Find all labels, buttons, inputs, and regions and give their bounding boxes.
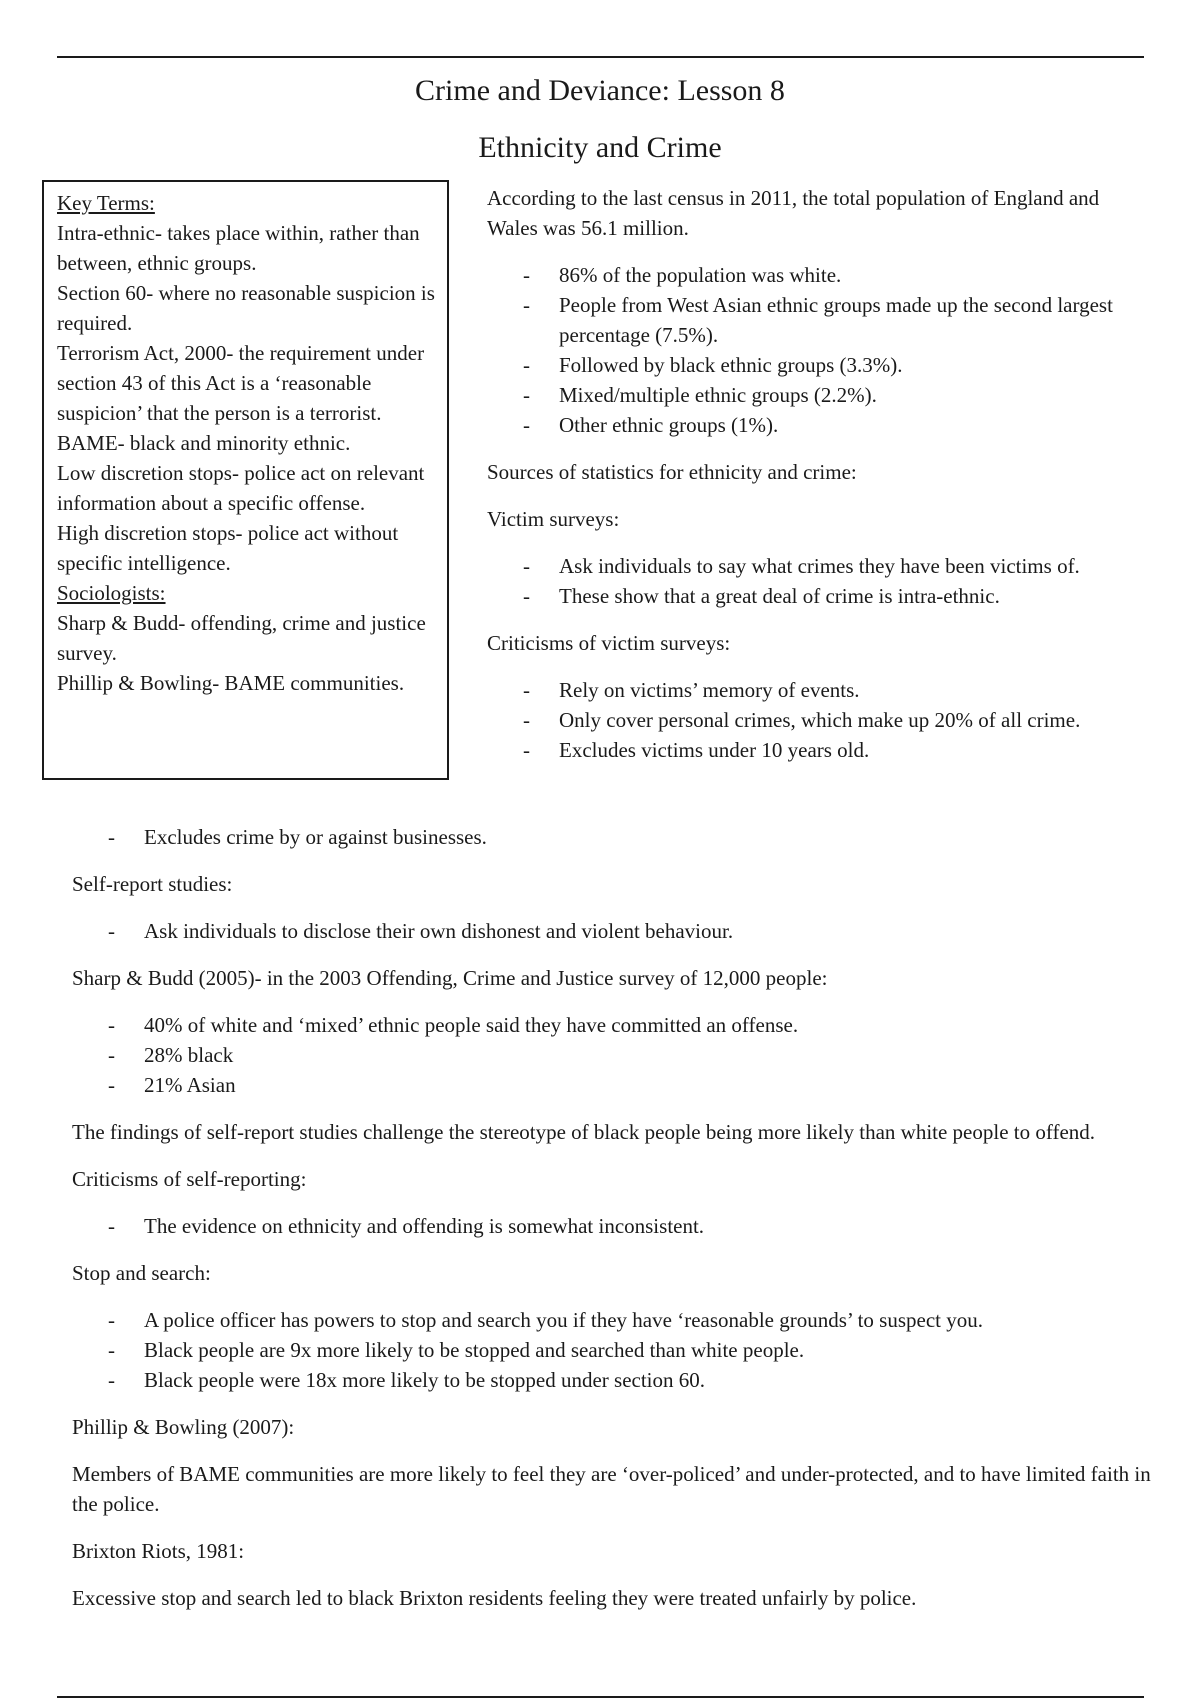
list-item: - Rely on victims’ memory of events. — [559, 675, 1147, 705]
page-title: Crime and Deviance: Lesson 8 — [415, 74, 785, 107]
key-term: BAME- black and minority ethnic. — [57, 431, 351, 455]
self-report-list — [72, 916, 1152, 946]
key-term: Intra-ethnic- takes place within, rather than between, ethnic groups. — [57, 221, 420, 275]
list-item: - Ask individuals to say what crimes they have been victims of. — [559, 551, 1147, 581]
victim-criticisms-list — [487, 675, 1147, 765]
list-item: - Excludes victims under 10 years old. — [559, 735, 1147, 765]
list-item: - People from West Asian ethnic groups made up the second largest percentage (7.5%). — [559, 290, 1147, 350]
top-rule — [57, 56, 1144, 58]
victim-surveys-heading: Victim surveys: — [487, 507, 620, 531]
list-item: - 40% of white and ‘mixed’ ethnic people said they have committed an offense. — [144, 1010, 1152, 1040]
self-report-findings: The findings of self-report studies challenge the stereotype of black people being more likely than white people to offend. — [72, 1120, 1096, 1144]
stop-search-list — [72, 1305, 1152, 1395]
self-report-heading: Self-report studies: — [72, 872, 233, 896]
key-term: Section 60- where no reasonable suspicion is required. — [57, 281, 435, 335]
brixton-text: Excessive stop and search led to black Brixton residents feeling they were treated unfairly by police. — [72, 1586, 917, 1610]
victim-criticisms-continued — [72, 822, 1152, 852]
victim-criticisms-heading: Criticisms of victim surveys: — [487, 631, 731, 655]
phillip-bowling-text: Members of BAME communities are more likely to feel they are ‘over-policed’ and under-protected, and to have limited faith in the police. — [72, 1462, 1151, 1516]
self-report-criticisms-heading: Criticisms of self-reporting: — [72, 1167, 307, 1191]
list-item: - Followed by black ethnic groups (3.3%). — [559, 350, 1147, 380]
list-item: - The evidence on ethnicity and offending is somewhat inconsistent. — [144, 1211, 1152, 1241]
sources-heading: Sources of statistics for ethnicity and crime: — [487, 460, 857, 484]
list-item: - Black people were 18x more likely to be stopped under section 60. — [144, 1365, 1152, 1395]
list-item: - These show that a great deal of crime is intra-ethnic. — [559, 581, 1147, 611]
sociologists-heading: Sociologists: — [57, 581, 166, 605]
list-item: - Black people are 9x more likely to be stopped and searched than white people. — [144, 1335, 1152, 1365]
sharp-budd-intro: Sharp & Budd (2005)- in the 2003 Offending, Crime and Justice survey of 12,000 people: — [72, 966, 828, 990]
census-list — [487, 260, 1147, 440]
sociologist-entry: Phillip & Bowling- BAME communities. — [57, 671, 405, 695]
bottom-rule — [57, 1696, 1144, 1698]
list-item: - Other ethnic groups (1%). — [559, 410, 1147, 440]
main-column — [72, 822, 1152, 1630]
key-term: Terrorism Act, 2000- the requirement under section 43 of this Act is a ‘reasonable suspicion’ that the person is a terrorist. — [57, 341, 425, 425]
list-item: - A police officer has powers to stop and search you if they have ‘reasonable grounds’ to suspect you. — [144, 1305, 1152, 1335]
census-intro: According to the last census in 2011, the total population of England and Wales was 56.1 million. — [487, 186, 1100, 240]
list-item: - 28% black — [144, 1040, 1152, 1070]
sociologist-entry: Sharp & Budd- offending, crime and justice survey. — [57, 611, 426, 665]
key-terms-box — [42, 180, 449, 780]
key-term: Low discretion stops- police act on relevant information about a specific offense. — [57, 461, 425, 515]
list-item: - Ask individuals to disclose their own dishonest and violent behaviour. — [144, 916, 1152, 946]
page-subtitle: Ethnicity and Crime — [478, 131, 722, 164]
phillip-bowling-heading: Phillip & Bowling (2007): — [72, 1415, 295, 1439]
right-column — [487, 183, 1147, 765]
sharp-budd-list — [72, 1010, 1152, 1100]
brixton-heading: Brixton Riots, 1981: — [72, 1539, 245, 1563]
self-report-criticisms-list — [72, 1211, 1152, 1241]
list-item: - 21% Asian — [144, 1070, 1152, 1100]
key-terms-heading: Key Terms: — [57, 191, 155, 215]
stop-search-heading: Stop and search: — [72, 1261, 211, 1285]
victim-surveys-list — [487, 551, 1147, 611]
key-term: High discretion stops- police act without specific intelligence. — [57, 521, 399, 575]
list-item: - Only cover personal crimes, which make up 20% of all crime. — [559, 705, 1147, 735]
list-item: - Excludes crime by or against businesses. — [144, 822, 1152, 852]
list-item: - 86% of the population was white. — [559, 260, 1147, 290]
list-item: - Mixed/multiple ethnic groups (2.2%). — [559, 380, 1147, 410]
